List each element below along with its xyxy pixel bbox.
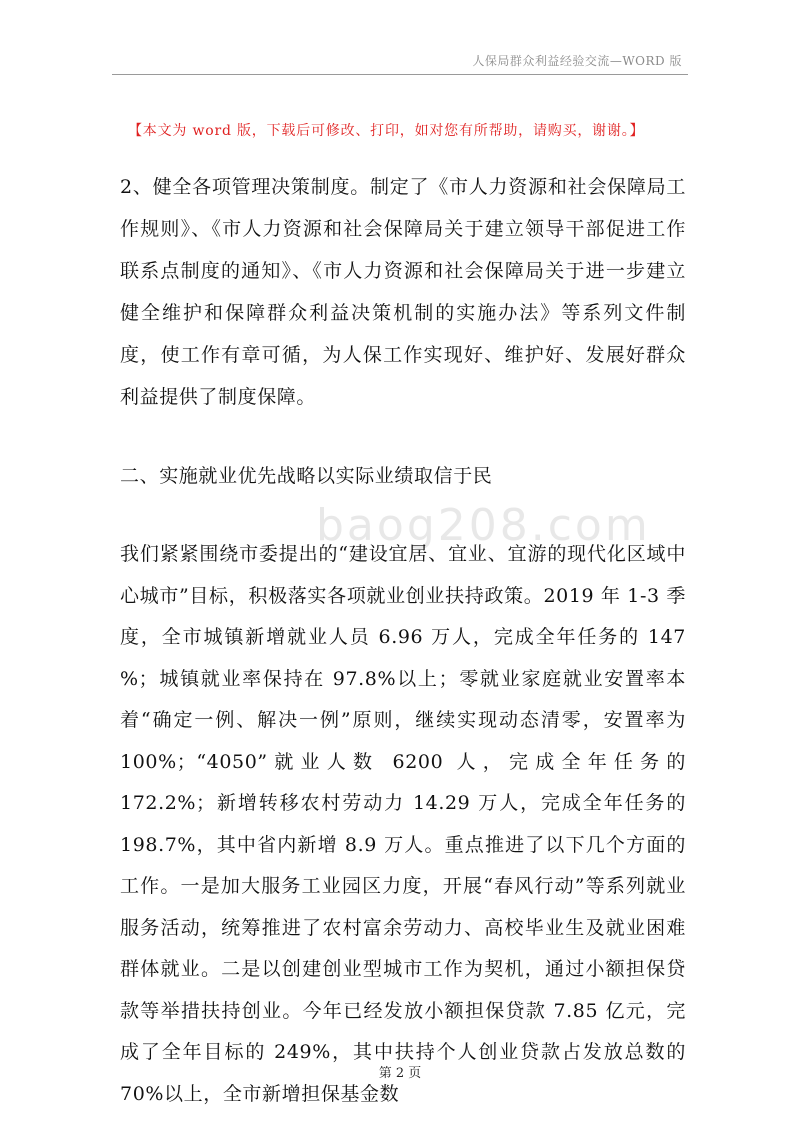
paragraph-employment-results: 我们紧紧围绕市委提出的“建设宜居、宜业、宜游的现代化区域中心城市”目标，积极落实各项就业创业扶持政策。2019 年 1-3 季度，全市城镇新增就业人员 6.96 万人，完成全年任务的 147 %；城镇就业率保持在 97.8%以上；零就业家庭就业安置率本着“确定一例、解决一例”原则，继续实现动态清零，安置率为 100%；“4050”就业人数 6200 人，完成全年任务的 172.2%；新增转移农村劳动力 14.29 万人，完成全年任务的 198.7%，其中省内新增 8.9 万人。重点推进了以下几个方面的工作。一是加大服务工业园区力度，开展“春风行动”等系列就业服务活动，统筹推进了农村富余劳动力、高校毕业生及就业困难群体就业。二是以创建创业型城市工作为契机，通过小额担保贷款等举措扶持创业。今年已经发放小额担保贷款 7.85 亿元，完成了全年目标的 249%，其中扶持个人创业贷款占发放总数的 70%以上，全市新增担保基金数 [120, 543, 686, 1105]
page-number: 第 2 页 [378, 1066, 422, 1081]
paragraph-management-system: 2、健全各项管理决策制度。制定了《市人力资源和社会保障局工作规则》、《市人力资源和社会保障局关于建立领导干部促进工作联系点制度的通知》、《市人力资源和社会保障局关于进一步建立健全维护和保障群众利益决策机制的实施办法》等系列文件制度，使工作有章可循，为人保工作实现好、维护好、发展好群众利益提供了制度保障。 [120, 176, 686, 408]
header-divider [112, 74, 688, 75]
page-header-title: 人保局群众利益经验交流—WORD 版 [472, 54, 682, 68]
purchase-notice: 【本文为 word 版，下载后可修改、打印，如对您有所帮助，请购买，谢谢。】 [128, 123, 645, 139]
section-heading-employment: 二、实施就业优先战略以实际业绩取信于民 [120, 465, 493, 487]
watermark-logo: baog208.com [316, 500, 651, 551]
